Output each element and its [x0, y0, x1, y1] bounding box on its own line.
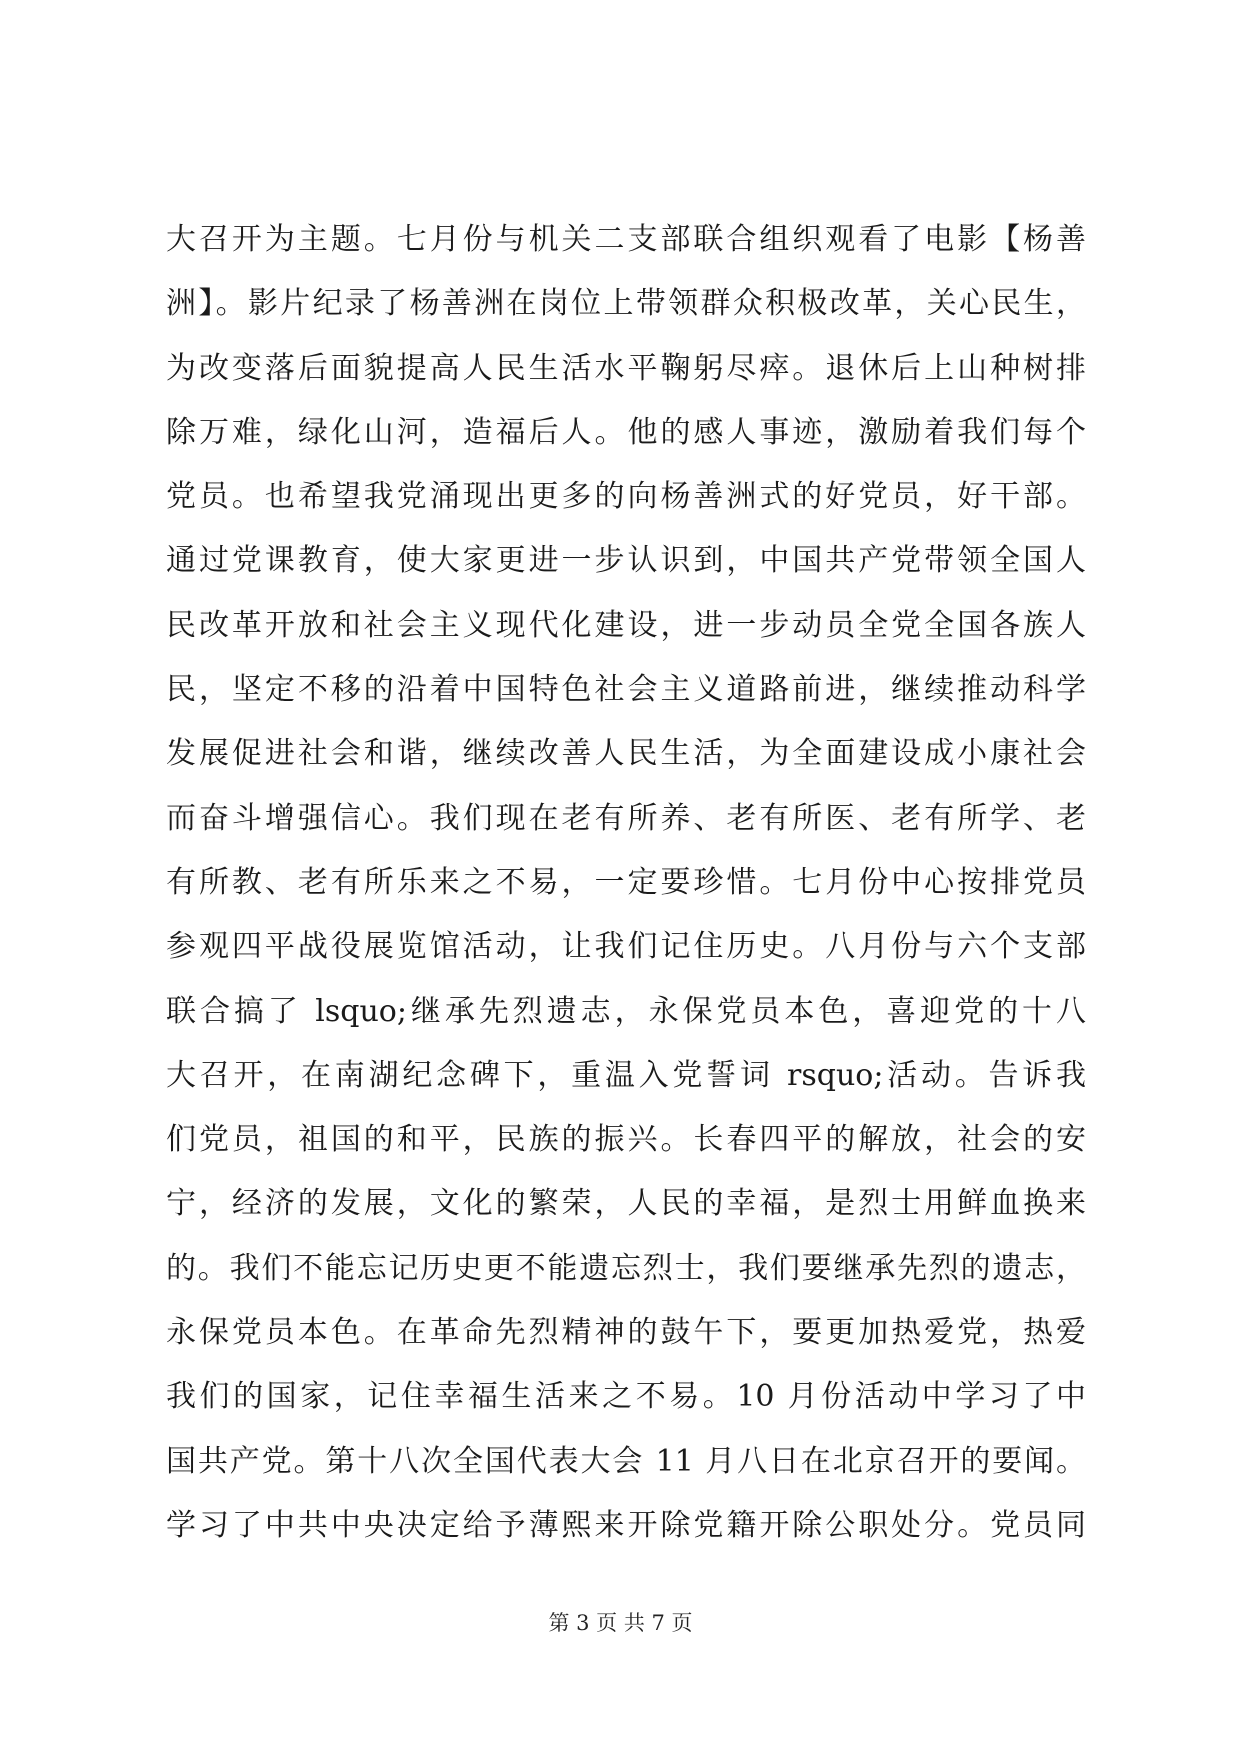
text-line: 为改变落后面貌提高人民生活水平鞠躬尽瘁。退休后上山种树排	[166, 350, 1086, 386]
text-line: 的。我们不能忘记历史更不能遗忘烈士，我们要继承先烈的遗志，	[166, 1250, 1086, 1286]
text-line: 们党员，祖国的和平，民族的振兴。长春四平的解放，社会的安	[166, 1122, 1086, 1158]
text-line: 永保党员本色。在革命先烈精神的鼓午下，要更加热爱党，热爱	[166, 1315, 1086, 1351]
text-line: 而奋斗增强信心。我们现在老有所养、老有所医、老有所学、老	[166, 800, 1086, 836]
page-footer: 第 3 页 共 7 页	[548, 1611, 693, 1635]
text-line: 通过党课教育，使大家更进一步认识到，中国共产党带领全国人	[166, 543, 1086, 579]
body-text	[166, 208, 1086, 1558]
text-line: 学习了中共中央决定给予薄熙来开除党籍开除公职处分。党员同	[166, 1507, 1086, 1543]
text-line: 除万难，绿化山河，造福后人。他的感人事迹，激励着我们每个	[166, 414, 1086, 450]
text-line: 民改革开放和社会主义现代化建设，进一步动员全党全国各族人	[166, 607, 1086, 643]
text-line: 参观四平战役展览馆活动，让我们记住历史。八月份与六个支部	[166, 929, 1086, 965]
text-line: 有所教、老有所乐来之不易，一定要珍惜。七月份中心按排党员	[166, 864, 1086, 900]
text-line: 宁，经济的发展，文化的繁荣，人民的幸福，是烈士用鲜血换来	[166, 1186, 1086, 1222]
text-line: 党员。也希望我党涌现出更多的向杨善洲式的好党员，好干部。	[166, 479, 1086, 515]
text-line: 我们的国家，记住幸福生活来之不易。10 月份活动中学习了中	[166, 1379, 1086, 1415]
text-line: 发展促进社会和谐，继续改善人民生活，为全面建设成小康社会	[166, 736, 1086, 772]
text-line: 大召开，在南湖纪念碑下，重温入党誓词 rsquo;活动。告诉我	[166, 1057, 1086, 1093]
text-line: 国共产党。第十八次全国代表大会 11 月八日在北京召开的要闻。	[166, 1443, 1086, 1479]
text-line: 民，坚定不移的沿着中国特色社会主义道路前进，继续推动科学	[166, 672, 1086, 708]
text-line: 联合搞了 lsquo;继承先烈遗志，永保党员本色，喜迎党的十八	[166, 993, 1086, 1029]
text-line: 洲】。影片纪录了杨善洲在岗位上带领群众积极改革，关心民生，	[166, 286, 1086, 322]
text-line: 大召开为主题。七月份与机关二支部联合组织观看了电影【杨善	[166, 222, 1086, 257]
